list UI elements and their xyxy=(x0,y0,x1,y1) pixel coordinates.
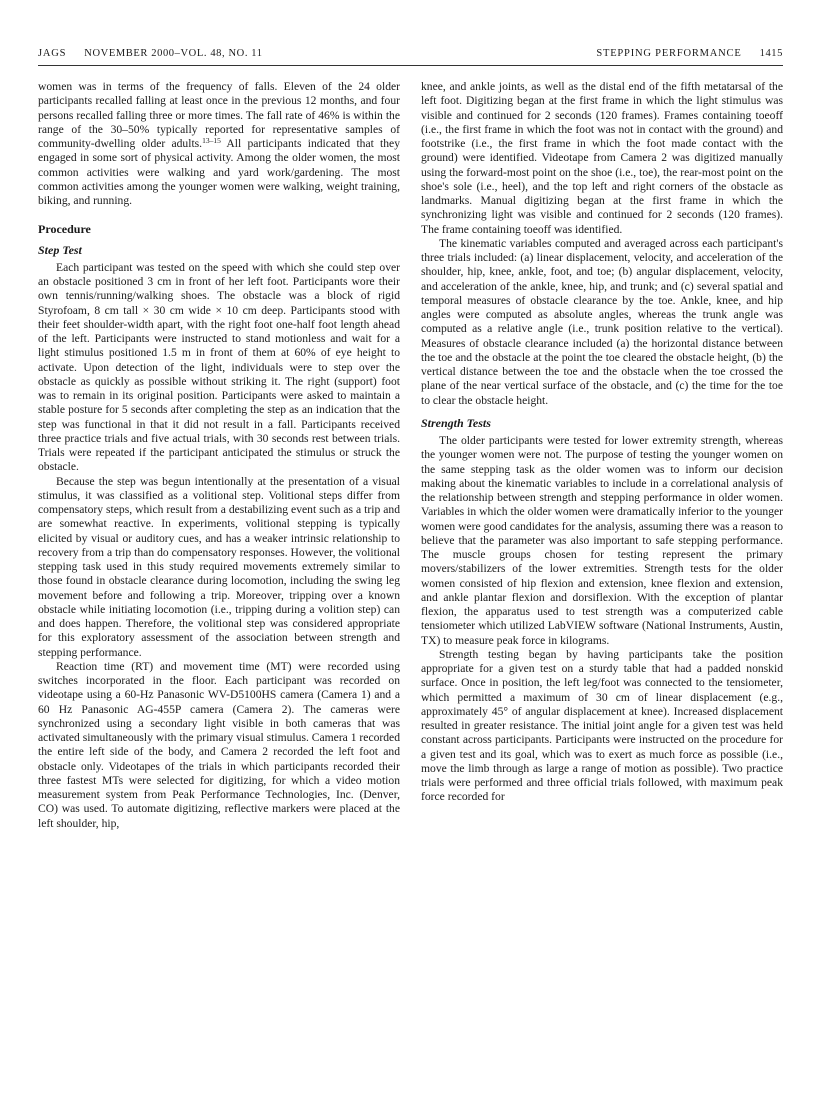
citation-superscript: 13–15 xyxy=(202,136,221,145)
issue-info: NOVEMBER 2000–VOL. 48, NO. 11 xyxy=(84,48,263,59)
header-right xyxy=(596,48,783,59)
paragraph-strength-purpose: The older participants were tested for lower extremity strength, whereas the younger women were not. The purpose of testing the younger women on the same stepping task as the older women was to inform our decision making about the kinematic variables to include in a correlational analysis of the relationship between strength and stepping performance in older women. Variables in which the older women were dramatically inferior to the younger women were good candidates for the analysis, assuming there was a reason to believe that the parameter was also important to safe stepping performance. The muscle groups chosen for testing represent the primary movers/stabilizers of the lower extremities. Strength tests for the older women consisted of hip flexion and extension, knee flexion and extension, and ankle plantar flexion and dorsiflexion. With the exception of plantar flexion, the apparatus used to test strength was a computerized cable tensiometer which utilized LabVIEW software (National Instruments, Austin, TX) to measure peak force in kilograms. xyxy=(421,434,783,647)
header-rule xyxy=(38,65,783,66)
falls-text-end: All participants indicated that they engaged in some sort of physical activity. Among the older women, the most common activities were walking and yard work/gardening. The most common activities among the younger women were walking, weight training, biking, and running. xyxy=(38,137,400,207)
header-left xyxy=(38,48,263,59)
paragraph-falls xyxy=(38,80,400,208)
journal-name: JAGS xyxy=(38,48,67,59)
paragraph-volitional-step: Because the step was begun intentionally at the presentation of a visual stimulus, it was classified as a volitional step. Volitional steps differ from compensatory steps, which result from a destabilizing event such as a trip and are somewhat reactive. In experiments, volitional stepping is typically elicited by visual or auditory cues, and has a weaker intrinsic relationship to recovery from a trip than do compensatory responses. However, the volitional stepping task used in this study required movements extremely similar to those found in obstacle clearance during locomotion, including the swing leg movement before and following a trip. Moreover, tripping over a known obstacle while initiating locomotion (i.e., tripping during a volition step) can and does happen. Therefore, the volitional step was considered appropriate for this exploratory assessment of the association between strength and stepping performance. xyxy=(38,474,400,659)
heading-procedure: Procedure xyxy=(38,222,91,237)
running-header xyxy=(38,48,783,66)
right-column xyxy=(421,80,783,805)
page-number: 1415 xyxy=(759,48,783,59)
paragraph-step-test: Each participant was tested on the speed with which she could step over an obstacle positioned 3 cm in front of her left foot. Participants wore their own tennis/running/walking shoes. The obstacle was a block of rigid Styrofoam, 8 cm tall × 30 cm wide × 10 cm deep. Participants stood with their feet shoulder-width apart, with the right foot one-half foot length ahead of the left. Participants were instructed to stand motionless and wait for a light stimulus positioned 1.5 m in front of them at 60% of eye height to activate. Upon detection of the light, individuals were to step over the obstacle as quickly as possible without striking it. The right (support) foot was to remain in its original position. Participants were asked to maintain a stable posture for 5 seconds after completing the step as an indication that the step was functional in that it did not result in a fall. Participants received three practice trials and five actual trials, with 30 seconds rest between trials. Trials were repeated if the participant anticipated the stimulus or struck the obstacle. xyxy=(38,260,400,474)
paragraph-digitizing: knee, and ankle joints, as well as the distal end of the fifth metatarsal of the left foot. Digitizing began at the first frame in which the light stimulus was visible and continued for 2 seconds (120 frames). Frames containing toeoff (i.e., the first frame in which the foot was not in contact with the ground) and footstrike (i.e., the first frame in which the foot made contact with the ground) were identified. Videotape from Camera 2 was digitized manually using the forward-most point on the shoe (i.e., toe), the rear-most point on the shoe's sole (i.e., heel), and the top left and right corners of the obstacle as landmarks. Manual digitizing began at the first frame in which the synchronizing light was visible and continued for 2 seconds (120 frames). The frame containing toeoff was identified. xyxy=(421,80,783,236)
running-title: STEPPING PERFORMANCE xyxy=(596,48,742,59)
heading-strength-tests: Strength Tests xyxy=(421,415,491,430)
paragraph-reaction-time: Reaction time (RT) and movement time (MT) were recorded using switches incorporated in the floor. Each participant was recorded on videotape using a 60-Hz Panasonic WV-D5100HS camera (Camera 1) and a 60 Hz Panasonic AG-455P camera (Camera 2). The cameras were synchronized using a secondary light visible in both cameras that was activated simultaneously with the primary visual stimulus. Camera 1 recorded the entire left side of the body, and Camera 2 recorded the left foot and obstacle only. Videotapes of the trials in which participants recorded their three fastest MTs were selected for digitizing, for which a video motion measurement system from Peak Performance Technologies, Inc. (Denver, CO) was used. To automate digitizing, reflective markers were placed at the left shoulder, hip, xyxy=(38,659,400,830)
falls-text-start: women was in terms of the frequency of falls. Eleven of the 24 older participants recalled falling at least once in the previous 12 months, and four persons recalled falling three or more times. The fall rate of 46% is within the range of the 30–50% typically reported for representative samples of community-dwelling older adults. xyxy=(38,80,400,150)
paragraph-strength-procedure: Strength testing began by having participants take the position appropriate for a given test on a sturdy table that had a padded nonskid surface. Once in position, the left leg/foot was connected to the tensiometer, which permitted a maximum of 30 cm of linear displacement (e.g., approximately 45° of angular displacement at knee). Increased displacement resulted in greater resistance. The initial joint angle for a given test was held constant across participants. Participants were instructed on the procedure for a given test and its goal, which was to exert as much force as possible (i.e., move the limb through as large a range of motion as possible). Two practice trials were performed and three official trials followed, with maximum peak force recorded for xyxy=(421,647,783,804)
left-column xyxy=(38,80,400,831)
paragraph-kinematic-variables: The kinematic variables computed and averaged across each participant's three trials included: (a) linear displacement, velocity, and acceleration of the shoulder, hip, knee, ankle, foot, and toe; (b) angular displacement, velocity, and acceleration of the ankle, knee, hip, and trunk; and (c) several spatial and temporal measures of obstacle clearance by the toe. Ankle, knee, and hip angles were computed as absolute angles, whereas the trunk angle was computed as a relative angle (i.e., trunk position relative to the vertical). Measures of obstacle clearance included (a) the horizontal distance between the toe and the obstacle at the point the toe cleared the obstacle height, (b) the vertical distance between the toe and the obstacle when the toe crossed the plane of the near vertical surface of the obstacle, and (c) the time for the toe to clear the obstacle height. xyxy=(421,236,783,407)
heading-step-test: Step Test xyxy=(38,242,82,257)
